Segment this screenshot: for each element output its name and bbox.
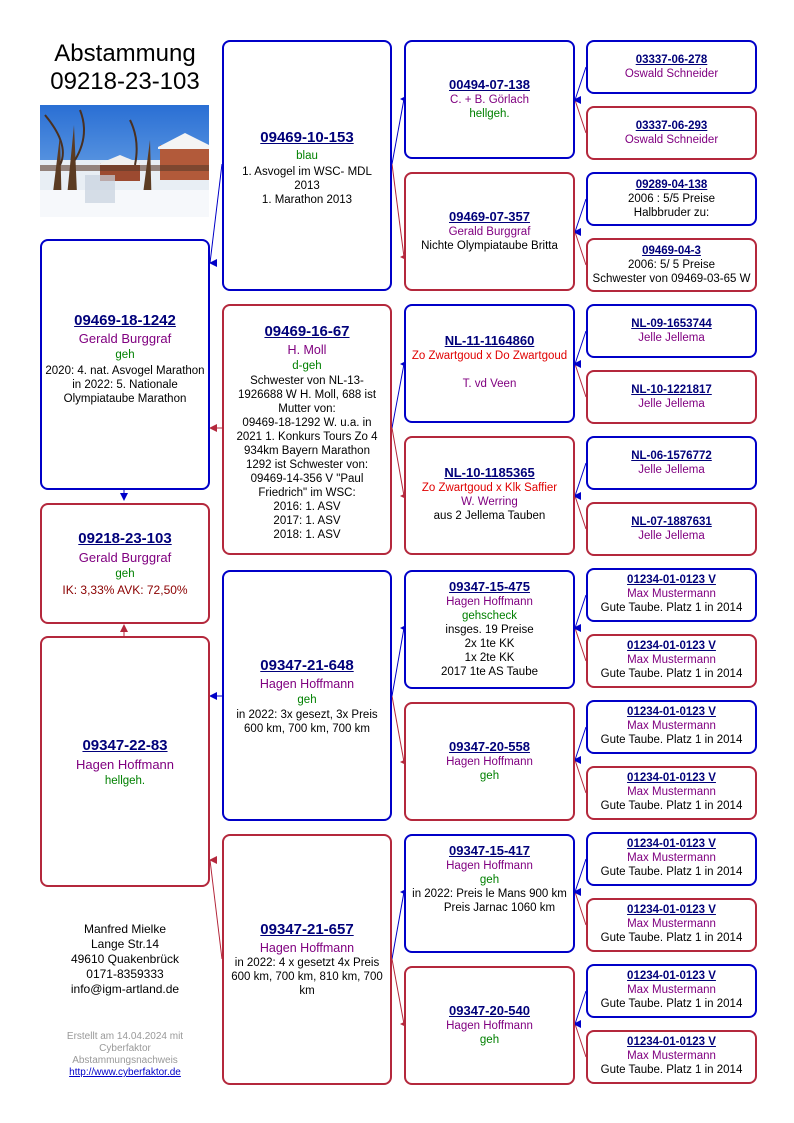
subject-ring-number[interactable]: 09218-23-103 (78, 530, 172, 547)
connector (575, 496, 586, 529)
mother-card[interactable] (40, 636, 210, 887)
ring-number[interactable]: 09347-15-475 (449, 579, 530, 594)
color: geh (479, 770, 500, 782)
info-line: 2x 1te KK (464, 638, 515, 650)
info-line: Gute Taube. Platz 1 in 2014 (600, 668, 743, 680)
gen3-card-mfm[interactable] (404, 702, 575, 821)
father-owner: Gerald Burggraf (78, 331, 172, 346)
ring-number[interactable]: NL-09-1653744 (631, 318, 712, 330)
owner: Max Mustermann (627, 852, 716, 864)
ring-number[interactable]: 03337-06-278 (635, 54, 708, 66)
address-phone: 0171-8359333 (86, 967, 164, 981)
owner: Max Mustermann (627, 720, 716, 732)
connector (392, 164, 404, 257)
ring-number[interactable]: 09347-20-558 (449, 739, 530, 754)
gen4-card-10[interactable] (586, 634, 757, 688)
info-line: Halbbruder zu: (633, 207, 710, 219)
connector (575, 595, 586, 628)
ring-number[interactable]: 09347-15-417 (449, 843, 530, 858)
color: hellgeh. (469, 108, 510, 120)
info-line: aus 2 Jellema Tauben (433, 510, 546, 522)
gen4-card-14[interactable] (586, 898, 757, 952)
owner: Hagen Hoffmann (446, 756, 533, 768)
owner: H. Moll (287, 343, 327, 357)
ring-number[interactable]: 09469-07-357 (449, 209, 530, 224)
mother-owner: Hagen Hoffmann (75, 757, 175, 772)
ring-number[interactable]: 09469-10-153 (260, 129, 354, 146)
connector (575, 991, 586, 1024)
info-line: Gute Taube. Platz 1 in 2014 (600, 932, 743, 944)
ring-number[interactable]: NL-11-1164860 (444, 333, 535, 348)
gen4-card-9[interactable] (586, 568, 757, 622)
grandsire-paternal-card[interactable] (222, 40, 392, 291)
owner: Hagen Hoffmann (259, 677, 355, 691)
owner: Hagen Hoffmann (446, 596, 533, 608)
owner: Jelle Jellema (638, 332, 705, 344)
gen3-card-fmm[interactable] (404, 436, 575, 555)
info-line: Gute Taube. Platz 1 in 2014 (600, 734, 743, 746)
granddam-paternal-card[interactable] (222, 304, 392, 555)
info-line: Schwester von 09469-03-65 W (592, 273, 751, 285)
info-line: in 2022: 4 x gesetzt 4x Preis 600 km, 700 km, 810 km, 700 km (231, 957, 383, 997)
owner: Oswald Schneider (624, 134, 719, 146)
ring-number[interactable]: 01234-01-0123 V (627, 574, 716, 586)
gen4-card-7[interactable] (586, 436, 757, 490)
gen4-card-8[interactable] (586, 502, 757, 556)
connector (575, 67, 586, 100)
connector (392, 959, 404, 1024)
gen4-card-1[interactable] (586, 40, 757, 94)
connector (575, 727, 586, 760)
mother-color: hellgeh. (104, 775, 146, 787)
owner: Max Mustermann (627, 786, 716, 798)
info-line: Gute Taube. Platz 1 in 2014 (600, 866, 743, 878)
gen4-card-11[interactable] (586, 700, 757, 754)
info-line: 1. Marathon 2013 (261, 194, 353, 206)
ring-number[interactable]: 01234-01-0123 V (627, 772, 716, 784)
connector (392, 696, 404, 762)
connector (575, 463, 586, 496)
owner: Max Mustermann (627, 588, 716, 600)
gen3-card-fmf[interactable] (404, 304, 575, 423)
address-street: Lange Str.14 (90, 937, 160, 951)
ring-number[interactable]: 09347-21-657 (260, 921, 354, 938)
gen4-card-6[interactable] (586, 370, 757, 424)
footer (40, 1031, 210, 1079)
color: d-geh (292, 360, 322, 372)
connector (575, 892, 586, 925)
owner: Max Mustermann (627, 918, 716, 930)
address-city: 49610 Quakenbrück (70, 952, 180, 966)
ring-number[interactable]: 09347-20-540 (449, 1003, 530, 1018)
info-line: Gute Taube. Platz 1 in 2014 (600, 998, 743, 1010)
info-line: 1292 ist Schwester von: 09469-14-356 V "Paul Friedrich" im WSC: (245, 459, 369, 499)
info-line: Gute Taube. Platz 1 in 2014 (600, 800, 743, 812)
ring-number[interactable]: NL-06-1576772 (631, 450, 712, 462)
ring-number[interactable]: 01234-01-0123 V (627, 970, 716, 982)
connector (575, 100, 586, 133)
color: geh (479, 874, 500, 886)
breeder: T. vd Veen (462, 378, 517, 390)
connector (392, 628, 404, 696)
color: geh (479, 1034, 500, 1046)
connector (575, 364, 586, 397)
gen3-card-mff[interactable] (404, 570, 575, 689)
owner: Jelle Jellema (638, 464, 705, 476)
gen4-card-12[interactable] (586, 766, 757, 820)
ring-number[interactable]: 01234-01-0123 V (627, 904, 716, 916)
connector (575, 859, 586, 892)
breeder: W. Werring (461, 496, 518, 508)
breeder-address (40, 922, 210, 997)
connector (575, 760, 586, 793)
connector (575, 1024, 586, 1057)
owner: Hagen Hoffmann (259, 941, 355, 955)
owner: C. + B. Görlach (450, 94, 529, 106)
footer-line: Cyberfaktor (99, 1043, 151, 1054)
father-card[interactable] (40, 239, 210, 490)
title-line-1: Abstammung (54, 40, 196, 67)
gen4-card-15[interactable] (586, 964, 757, 1018)
father-ring-number[interactable]: 09469-18-1242 (74, 312, 176, 329)
info-line: in 2022: 3x gesezt, 3x Preis 600 km, 700 km, 700 km (236, 709, 378, 735)
connector (575, 232, 586, 265)
gen3-card-ffm[interactable] (404, 172, 575, 291)
ring-number[interactable]: NL-10-1221817 (631, 384, 712, 396)
father-info-line: 2020: 4. nat. Asvogel Marathon (45, 365, 205, 377)
pairing: Zo Zwartgoud x Klk Saffier (421, 482, 558, 494)
connector (392, 892, 404, 959)
info-line: insges. 19 Preise (445, 624, 534, 636)
connector (575, 628, 586, 661)
grandsire-maternal-card[interactable] (222, 570, 392, 821)
owner: Oswald Schneider (624, 68, 719, 80)
subject-color: geh (115, 568, 135, 580)
connector (575, 199, 586, 232)
owner: Hagen Hoffmann (446, 860, 533, 872)
color: blau (296, 150, 318, 162)
pigeon-loft-photo (40, 105, 209, 217)
ring-number[interactable]: 03337-06-293 (635, 120, 708, 132)
gen3-card-mmf[interactable] (404, 834, 575, 953)
info-line: 09469-18-1292 W. u.a. in 2021 1. Konkurs Tours Zo 4 934km Bayern Marathon (236, 417, 378, 457)
ring-number[interactable]: 01234-01-0123 V (627, 706, 716, 718)
arrow-icon (209, 424, 217, 432)
ring-number[interactable]: 09289-04-138 (635, 179, 708, 191)
ring-number[interactable]: NL-10-1185365 (444, 465, 535, 480)
info-line: 2017: 1. ASV (273, 515, 341, 527)
gen4-card-5[interactable] (586, 304, 757, 358)
father-info-line: in 2022: 5. Nationale Olympiataube Marathon (63, 379, 187, 405)
arrow-icon (120, 493, 128, 501)
connector (575, 331, 586, 364)
owner: Max Mustermann (627, 1050, 716, 1062)
info-line: 2016: 1. ASV (273, 501, 341, 513)
subject-inbreeding: IK: 3,33% AVK: 72,50% (62, 583, 188, 597)
connector (210, 860, 222, 959)
owner: Hagen Hoffmann (446, 1020, 533, 1032)
ring-number[interactable]: 01234-01-0123 V (627, 838, 716, 850)
info-line: 2006 : 5/5 Preise (628, 193, 715, 205)
owner: Max Mustermann (627, 984, 716, 996)
page-title (40, 40, 210, 96)
ring-number[interactable]: 09469-16-67 (264, 323, 350, 340)
footer-link[interactable]: http://www.cyberfaktor.de (69, 1067, 181, 1078)
gen3-card-fff[interactable] (404, 40, 575, 159)
ring-number[interactable]: 01234-01-0123 V (627, 640, 716, 652)
spacer (406, 363, 573, 377)
granddam-maternal-card[interactable] (222, 834, 392, 1085)
gen4-card-2[interactable] (586, 106, 757, 160)
info-line: Gute Taube. Platz 1 in 2014 (600, 1064, 743, 1076)
info-line: 1x 2te KK (464, 652, 515, 664)
info-line: 2006: 5/ 5 Preise (628, 259, 715, 271)
color: geh (297, 694, 317, 706)
info-line: Nichte Olympiataube Britta (421, 240, 558, 252)
connector (392, 99, 404, 164)
gen4-card-16[interactable] (586, 1030, 757, 1084)
owner: Max Mustermann (627, 654, 716, 666)
gen4-card-13[interactable] (586, 832, 757, 886)
info-line: Gute Taube. Platz 1 in 2014 (600, 602, 743, 614)
info-line: Schwester von NL-13-1926688 W H. Moll, 688 ist Mutter von: (237, 375, 377, 415)
ring-number[interactable]: 01234-01-0123 V (627, 1036, 716, 1048)
ring-number[interactable]: NL-07-1887631 (631, 516, 712, 528)
address-email[interactable]: info@igm-artland.de (70, 982, 180, 996)
title-line-2: 09218-23-103 (50, 68, 200, 95)
footer-line: Erstellt am 14.04.2024 mit (66, 1031, 184, 1042)
mother-ring-number[interactable]: 09347-22-83 (82, 737, 168, 754)
ring-number[interactable]: 09347-21-648 (260, 657, 354, 674)
pairing: Zo Zwartgoud x Do Zwartgoud (411, 350, 568, 362)
info-line: Preis Jarnac 1060 km (443, 902, 556, 914)
gen3-card-mmm[interactable] (404, 966, 575, 1085)
color: gehscheck (462, 610, 517, 622)
info-line: 2017 1te AS Taube (441, 666, 538, 678)
ring-number[interactable]: 09469-04-3 (642, 245, 701, 257)
info-line: 1. Asvogel im WSC- MDL 2013 (242, 166, 372, 192)
ring-number[interactable]: 00494-07-138 (449, 77, 530, 92)
owner: Jelle Jellema (638, 398, 705, 410)
connector (392, 428, 404, 496)
subject-card[interactable] (40, 503, 210, 624)
owner: Gerald Burggraf (448, 226, 531, 238)
father-color: geh (115, 349, 135, 361)
footer-line: Abstammungsnachweis (72, 1055, 178, 1066)
arrow-icon (120, 624, 128, 632)
arrow-icon (209, 692, 217, 700)
connector (210, 164, 222, 263)
gen4-card-4[interactable] (586, 238, 757, 292)
connector (392, 364, 404, 428)
info-line: 2018: 1. ASV (273, 529, 341, 541)
info-line: in 2022: Preis le Mans 900 km (412, 888, 567, 900)
subject-owner: Gerald Burggraf (78, 550, 172, 565)
address-name: Manfred Mielke (83, 922, 167, 936)
gen4-card-3[interactable] (586, 172, 757, 226)
owner: Jelle Jellema (638, 530, 705, 542)
